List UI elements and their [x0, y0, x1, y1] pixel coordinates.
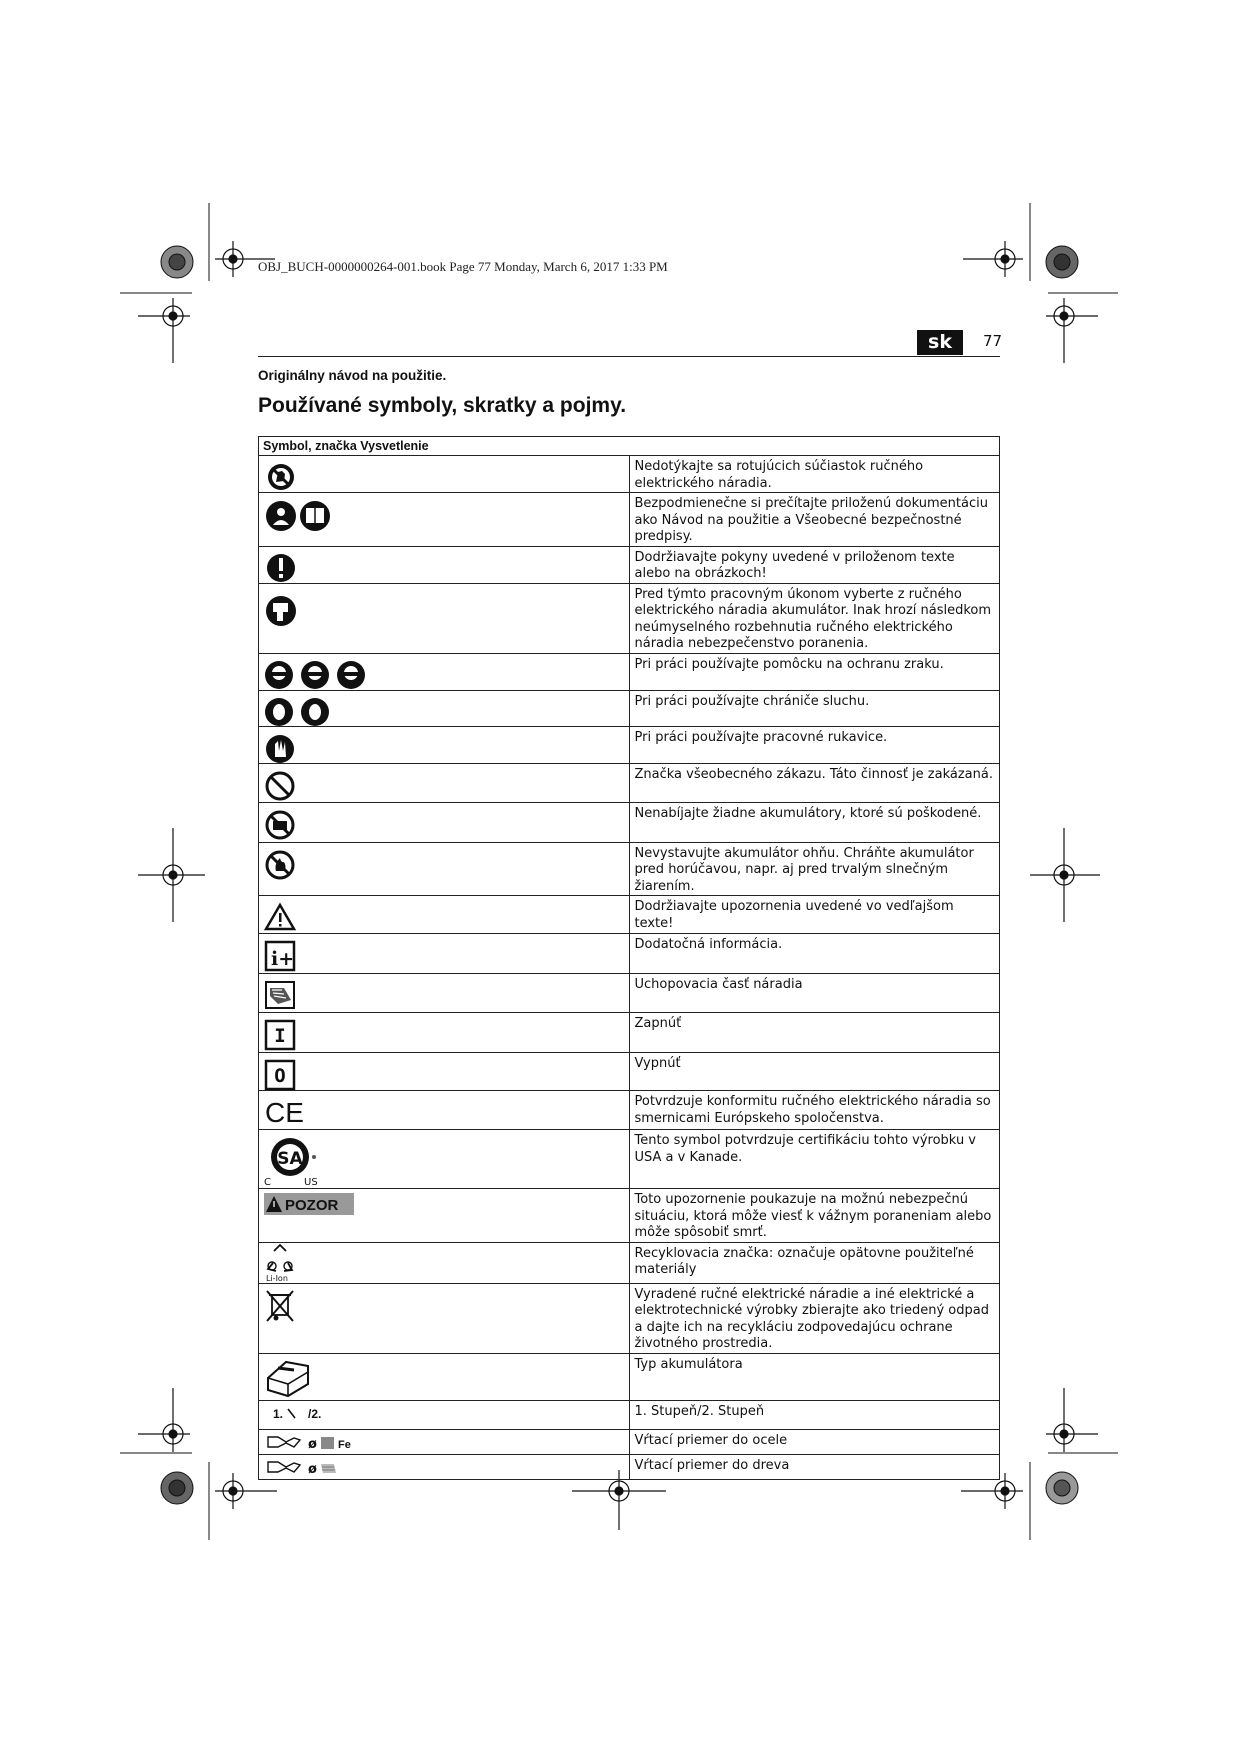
- warning-triangle-icon: [264, 902, 298, 932]
- table-row: [259, 1429, 1000, 1454]
- gloves-icon: [264, 733, 298, 765]
- table-header: Symbol, značka Vysvetlenie: [259, 437, 1000, 456]
- drill-wood-icon: [264, 1459, 344, 1477]
- no-fire-icon: [264, 849, 298, 881]
- table-row: [259, 896, 1000, 934]
- ce-label: CE: [265, 1097, 304, 1127]
- symbol-cell: [259, 1013, 630, 1053]
- remove-battery-icon: [264, 594, 298, 628]
- table-row: [259, 1454, 1000, 1479]
- diameter-label: ø: [308, 1461, 317, 1477]
- symbol-cell: [259, 802, 630, 842]
- symbol-cell: [259, 493, 630, 547]
- symbol-cell: [259, 726, 630, 763]
- table-row: [259, 1130, 1000, 1189]
- power-on-icon: [264, 1019, 298, 1051]
- subtitle: Originálny návod na použitie.: [258, 368, 447, 383]
- table-row: [259, 842, 1000, 896]
- description-cell: Typ akumulátora: [629, 1353, 1000, 1400]
- description-cell: Pri práci používajte pomôcku na ochranu zraku.: [629, 653, 1000, 690]
- description-cell: Recyklovacia značka: označuje opätovne použiteľné materiály: [629, 1242, 1000, 1283]
- symbol-cell: [259, 1189, 630, 1243]
- description-cell: Potvrdzuje konformitu ručného elektrického náradia so smernicami Európskeho spoločenstva.: [629, 1091, 1000, 1130]
- fe-label: Fe: [338, 1438, 351, 1451]
- description-cell: Pri práci používajte pracovné rukavice.: [629, 726, 1000, 763]
- table-row: [259, 1013, 1000, 1053]
- page-number: 77: [983, 332, 1003, 350]
- symbol-cell: [259, 1353, 630, 1400]
- symbol-cell: [259, 546, 630, 583]
- table-row: [259, 934, 1000, 974]
- pozor-label: POZOR: [285, 1197, 339, 1214]
- description-cell: Nevystavujte akumulátor ohňu. Chráňte akumulátor pred horúčavou, napr. aj pred trvalým slnečným žiarením.: [629, 842, 1000, 896]
- symbol-cell: [259, 934, 630, 974]
- description-cell: Vŕtací priemer do ocele: [629, 1429, 1000, 1454]
- language-badge: sk: [917, 330, 963, 355]
- table-row: [259, 456, 1000, 493]
- symbol-cell: [259, 1091, 630, 1130]
- description-cell: Vyradené ručné elektrické náradie a iné elektrické a elektrotechnické výrobky zbierajte ako triedený odpad a dajte ich na recykláciu zodpovedajúcu ochrane životného prostredia.: [629, 1283, 1000, 1353]
- li-ion-label: Li-Ion: [266, 1273, 288, 1283]
- power-off-icon: [264, 1059, 298, 1091]
- table-row: [259, 974, 1000, 1013]
- table-row: [259, 1242, 1000, 1283]
- csa-us-label: US: [304, 1177, 318, 1187]
- symbol-cell: [259, 1454, 630, 1479]
- description-cell: Bezpodmienečne si prečítajte priloženú dokumentáciu ako Návod na použitie a Všeobecné bezpečnostné predpisy.: [629, 493, 1000, 547]
- table-row: [259, 1283, 1000, 1353]
- table-row: [259, 1053, 1000, 1091]
- symbol-cell: [259, 1429, 630, 1454]
- table-row: [259, 690, 1000, 726]
- pozor-warning-icon: [264, 1193, 356, 1217]
- description-cell: Uchopovacia časť náradia: [629, 974, 1000, 1013]
- description-cell: Pri práci používajte chrániče sluchu.: [629, 690, 1000, 726]
- description-cell: Zapnúť: [629, 1013, 1000, 1053]
- symbol-cell: [259, 1130, 630, 1189]
- description-cell: Vŕtací priemer do dreva: [629, 1454, 1000, 1479]
- header-rule: [258, 356, 1000, 357]
- no-touch-rotating-parts-icon: [264, 462, 298, 492]
- symbol-cell: [259, 690, 630, 726]
- eye-protection-icon: [264, 660, 366, 690]
- description-cell: Nenabíjajte žiadne akumulátory, ktoré sú poškodené.: [629, 802, 1000, 842]
- description-cell: Tento symbol potvrdzuje certifikáciu tohto výrobku v USA a v Kanade.: [629, 1130, 1000, 1189]
- page-title: Používané symboly, skratky a pojmy.: [258, 394, 627, 417]
- prohibition-icon: [264, 770, 298, 802]
- table-row: [259, 1189, 1000, 1243]
- on-label: I: [274, 1025, 286, 1047]
- stage1-label: 1.: [273, 1406, 284, 1421]
- table-row: [259, 726, 1000, 763]
- description-cell: Dodatočná informácia.: [629, 934, 1000, 974]
- table-header-row: [259, 437, 1000, 456]
- battery-type-icon: [264, 1356, 314, 1400]
- symbol-cell: [259, 896, 630, 934]
- symbol-cell: [259, 583, 630, 653]
- symbol-cell: [259, 456, 630, 493]
- recycling-li-ion-icon: [264, 1243, 298, 1283]
- grip-area-icon: [264, 980, 298, 1010]
- symbol-cell: [259, 763, 630, 802]
- symbol-cell: [259, 1242, 630, 1283]
- table-row: [259, 1400, 1000, 1429]
- table-row: [259, 1091, 1000, 1130]
- description-cell: Pred týmto pracovným úkonom vyberte z ručného elektrického náradia akumulátor. Inak hrozí následkom neúmyselného rozbehnutia ručného elektrického náradia nebezpečenstvo poranenia.: [629, 583, 1000, 653]
- description-cell: Dodržiavajte pokyny uvedené v priloženom texte alebo na obrázkoch!: [629, 546, 1000, 583]
- symbol-cell: [259, 1053, 630, 1091]
- description-cell: Vypnúť: [629, 1053, 1000, 1091]
- symbol-cell: [259, 1283, 630, 1353]
- ear-protection-icon: [264, 697, 330, 727]
- read-manual-icon: [264, 499, 334, 533]
- table-row: [259, 653, 1000, 690]
- symbol-cell: [259, 842, 630, 896]
- description-cell: Nedotýkajte sa rotujúcich súčiastok ručného elektrického náradia.: [629, 456, 1000, 493]
- diameter-label: ø: [308, 1436, 317, 1452]
- stage2-label: /2.: [308, 1406, 322, 1421]
- table-row: [259, 1353, 1000, 1400]
- csa-us-mark-icon: [264, 1133, 324, 1187]
- description-cell: Toto upozornenie poukazuje na možnú nebezpečnú situáciu, ktorá môže viesť k vážnym poraneniam alebo môže spôsobiť smrť.: [629, 1189, 1000, 1243]
- symbols-table: [258, 436, 1000, 1480]
- drill-steel-icon: [264, 1434, 364, 1452]
- book-info-line: OBJ_BUCH-0000000264-001.book Page 77 Monday, March 6, 2017 1:33 PM: [258, 259, 668, 274]
- table-row: [259, 763, 1000, 802]
- csa-c-label: C: [264, 1177, 271, 1187]
- info-plus-icon: [264, 940, 298, 972]
- csa-label: SA: [277, 1149, 303, 1169]
- table-row: [259, 802, 1000, 842]
- symbol-cell: [259, 1400, 630, 1429]
- no-charge-damaged-battery-icon: [264, 809, 298, 841]
- description-cell: Značka všeobecného zákazu. Táto činnosť je zakázaná.: [629, 763, 1000, 802]
- info-label: i+: [271, 948, 295, 970]
- gear-stage-icon: [264, 1405, 344, 1423]
- table-row: [259, 583, 1000, 653]
- ce-mark-icon: [264, 1097, 304, 1127]
- table-row: [259, 493, 1000, 547]
- symbol-cell: [259, 974, 630, 1013]
- off-label: O: [274, 1065, 286, 1087]
- exclamation-icon: [264, 553, 298, 583]
- weee-crossed-bin-icon: [264, 1288, 298, 1324]
- symbol-cell: [259, 653, 630, 690]
- description-cell: 1. Stupeň/2. Stupeň: [629, 1400, 1000, 1429]
- table-row: [259, 546, 1000, 583]
- description-cell: Dodržiavajte upozornenia uvedené vo vedľajšom texte!: [629, 896, 1000, 934]
